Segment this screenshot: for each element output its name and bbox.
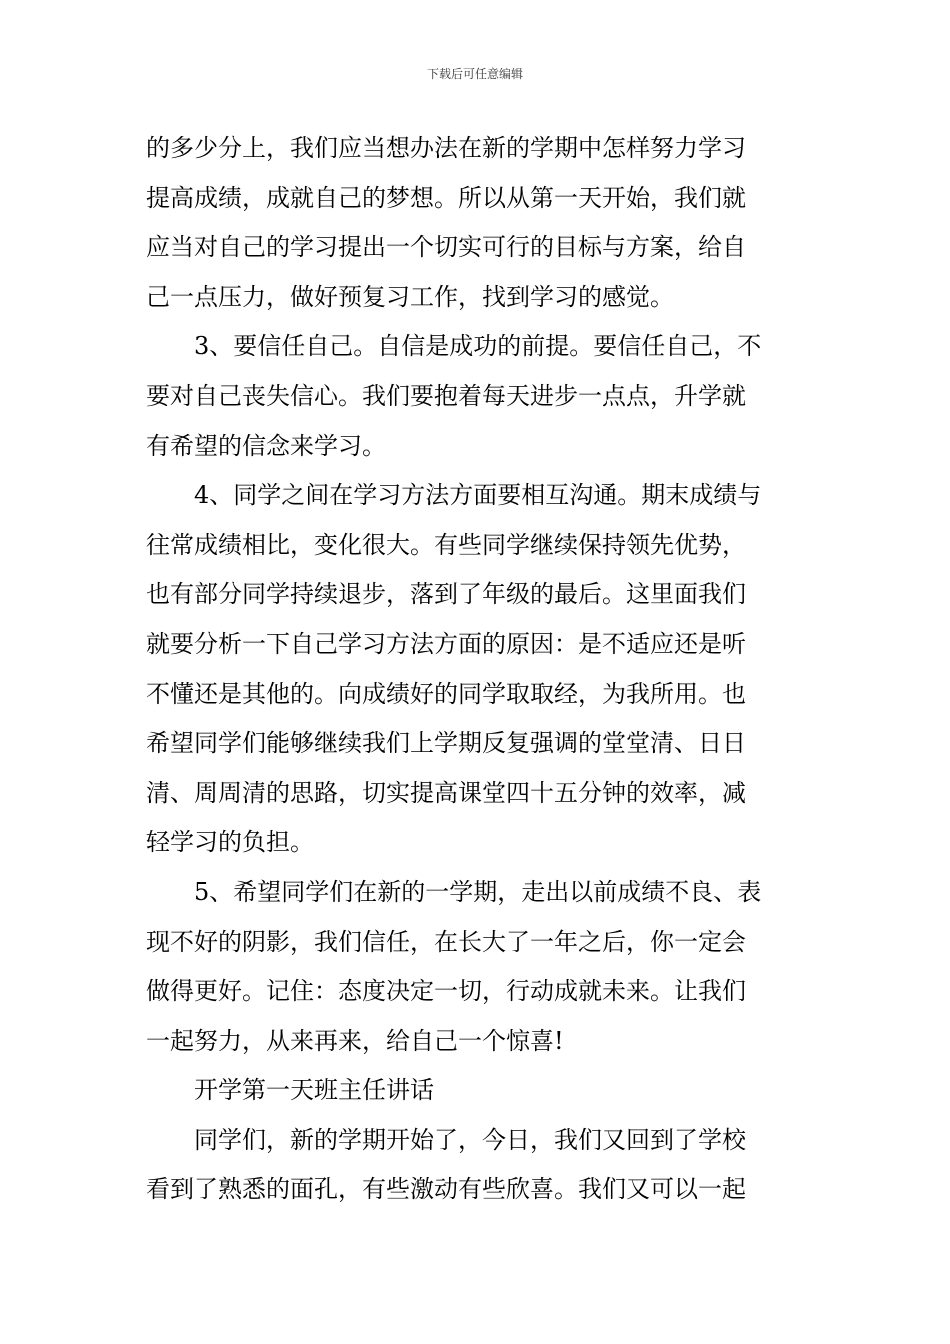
body-text-line: 5、希望同学们在新的一学期，走出以前成绩不良、表 xyxy=(194,877,762,906)
body-text-line: 有希望的信念来学习。 xyxy=(146,431,386,460)
body-text-line: 轻学习的负担。 xyxy=(146,828,314,857)
body-text-line: 往常成绩相比，变化很大。有些同学继续保持领先优势， xyxy=(146,530,746,559)
body-text-line: 应当对自己的学习提出一个切实可行的目标与方案，给自 xyxy=(146,233,746,262)
page-header-note: 下载后可任意编辑 xyxy=(426,67,523,81)
body-text-line: 不懂还是其他的。向成绩好的同学取取经，为我所用。也 xyxy=(146,679,746,708)
body-text-line: 做得更好。记住：态度决定一切，行动成就未来。让我们 xyxy=(146,977,746,1006)
body-text-line: 现不好的阴影，我们信任，在长大了一年之后，你一定会 xyxy=(146,927,746,956)
body-text-line: 开学第一天班主任讲话 xyxy=(194,1076,434,1105)
body-text-line: 的多少分上，我们应当想办法在新的学期中怎样努力学习 xyxy=(146,134,746,162)
body-text-line: 己一点压力，做好预复习工作，找到学习的感觉。 xyxy=(146,282,674,311)
body-text-line: 希望同学们能够继续我们上学期反复强调的堂堂清、日日 xyxy=(146,729,746,758)
body-text-line: 清、周周清的思路，切实提高课堂四十五分钟的效率，减 xyxy=(146,778,746,807)
body-text-line: 4、同学之间在学习方法方面要相互沟通。期末成绩与 xyxy=(194,481,762,510)
body-text-line: 就要分析一下自己学习方法方面的原因：是不适应还是听 xyxy=(146,629,746,658)
document-body xyxy=(146,124,816,1215)
body-text-line: 看到了熟悉的面孔，有些激动有些欣喜。我们又可以一起 xyxy=(146,1175,746,1204)
body-text-line: 同学们，新的学期开始了，今日，我们又回到了学校 xyxy=(194,1125,746,1154)
body-text-line: 3、要信任自己。自信是成功的前提。要信任自己，不 xyxy=(194,332,762,361)
body-text-line: 要对自己丧失信心。我们要抱着每天进步一点点，升学就 xyxy=(146,381,746,410)
body-text-line: 也有部分同学持续退步，落到了年级的最后。这里面我们 xyxy=(146,580,746,609)
body-text-line: 一起努力，从来再来，给自己一个惊喜! xyxy=(146,1026,564,1055)
body-text-line: 提高成绩，成就自己的梦想。所以从第一天开始，我们就 xyxy=(146,183,746,212)
